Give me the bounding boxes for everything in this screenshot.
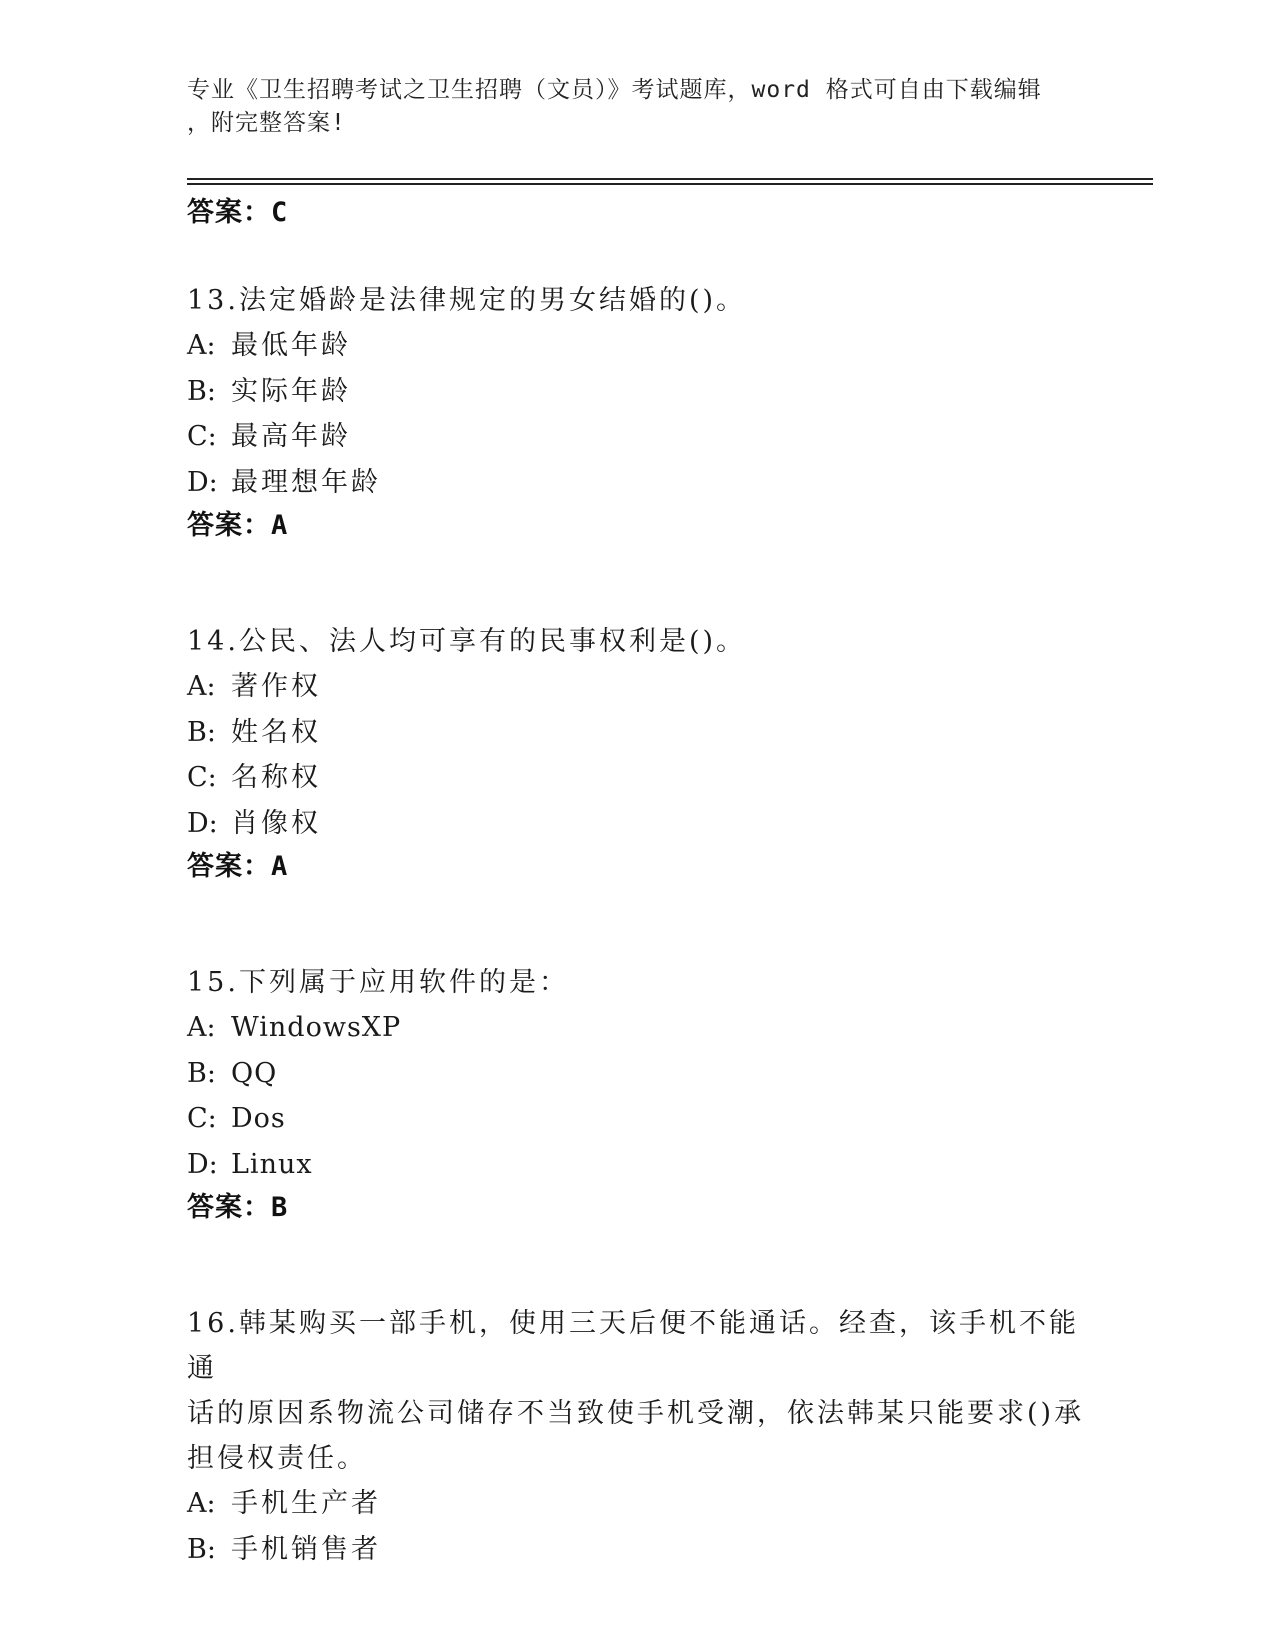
option-letter: C: [187,1103,217,1134]
answer-label: 答案： [187,510,271,541]
question-15 [187,960,1087,1229]
option-c [187,755,1087,801]
option-a [187,1005,1087,1051]
option-text: 手机生产者 [231,1488,381,1519]
question-text: 14.公民、法人均可享有的民事权利是()。 [187,626,747,657]
option-letter: B: [187,1533,216,1565]
option-b [187,1051,1087,1097]
answer-line [187,505,1087,547]
answer-label: 答案： [187,197,271,228]
question-text: 15.下列属于应用软件的是： [187,967,569,998]
option-d [187,801,1087,847]
answer-label: 答案： [187,851,271,882]
option-text: WindowsXP [231,1012,402,1043]
option-letter: A: [187,671,216,702]
option-text: 实际年龄 [231,375,351,407]
option-text: 手机销售者 [231,1533,381,1565]
option-b [187,369,1087,415]
question-text-line: 担侵权责任。 [187,1443,367,1474]
document-body [187,192,1087,1572]
option-b [187,710,1087,756]
option-letter: A: [187,1488,216,1519]
answer-line [187,846,1087,888]
option-letter: D: [187,466,218,498]
option-text: 最理想年龄 [231,466,381,498]
answer-line [187,192,1087,234]
option-b [187,1527,1087,1573]
option-d [187,460,1087,506]
option-text: 名称权 [231,762,321,793]
question-14 [187,619,1087,888]
option-letter: A: [187,1012,216,1043]
header-line-1: 专业《卫生招聘考试之卫生招聘（文员）》考试题库，word 格式可自由下载编辑 [187,77,1042,103]
option-letter: B: [187,716,216,748]
answer-value: A [271,510,289,541]
option-d [187,1142,1087,1188]
option-text: 姓名权 [231,716,321,748]
question-text: 13.法定婚龄是法律规定的男女结婚的()。 [187,285,747,316]
option-text: Linux [231,1148,313,1180]
option-a [187,664,1087,710]
option-letter: D: [187,807,218,839]
option-a [187,1481,1087,1527]
question-text-line: 16.韩某购买一部手机，使用三天后便不能通话。经查，该手机不能通 [187,1308,1079,1384]
question-16 [187,1301,1087,1572]
option-letter: C: [187,421,217,452]
option-text: 肖像权 [231,807,321,839]
option-c [187,1096,1087,1142]
option-a [187,323,1087,369]
option-text: 最低年龄 [231,330,351,361]
question-text-line: 话的原因系物流公司储存不当致使手机受潮，依法韩某只能要求()承 [187,1398,1085,1429]
option-text: 著作权 [231,671,321,702]
option-letter: D: [187,1148,218,1180]
option-text: QQ [231,1057,278,1089]
option-letter: B: [187,375,216,407]
answer-label: 答案： [187,1192,271,1223]
answer-line [187,1187,1087,1229]
option-letter: B: [187,1057,216,1089]
option-letter: C: [187,762,217,793]
answer-value: A [271,851,289,882]
header-line-2: ，附完整答案! [187,110,346,136]
header-rule-top [187,178,1153,180]
option-c [187,414,1087,460]
option-letter: A: [187,330,216,361]
answer-value: B [271,1192,289,1223]
question-13 [187,278,1087,547]
document-header [187,74,1087,140]
option-text: Dos [231,1103,286,1134]
header-rule-bottom [187,183,1153,185]
answer-value: C [271,197,289,228]
option-text: 最高年龄 [231,421,351,452]
